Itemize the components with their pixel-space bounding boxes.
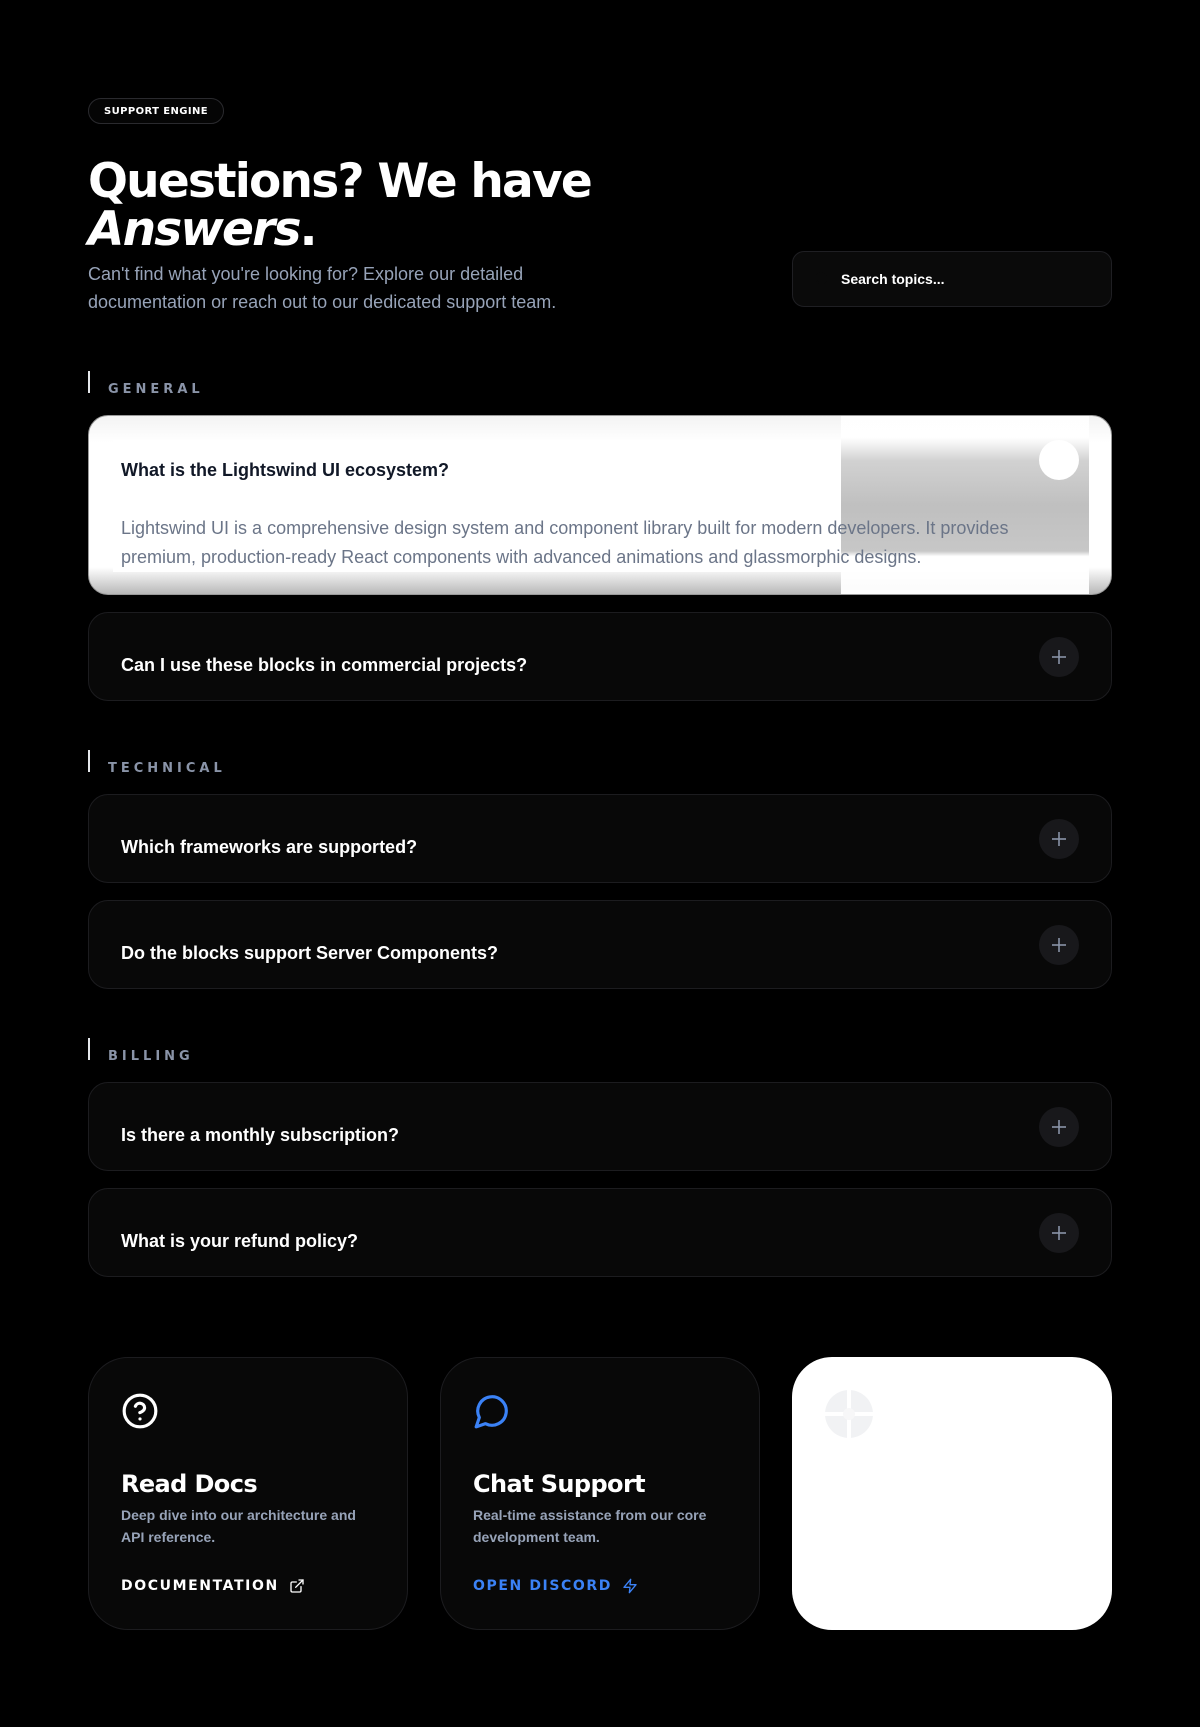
section-label-billing: BILLING xyxy=(88,1038,194,1060)
title-accent: Answers xyxy=(88,202,300,257)
expand-toggle-button[interactable] xyxy=(1039,1107,1079,1147)
faq-item[interactable] xyxy=(88,612,1112,701)
faq-question: Do the blocks support Server Components? xyxy=(121,943,499,963)
faq-question: Which frameworks are supported? xyxy=(121,837,418,857)
expand-toggle-button[interactable] xyxy=(1039,925,1079,965)
faq-answer: Lightswind UI is a comprehensive design system and component library built for modern developers. It provides premium, production-ready React components with advanced animations and glassmorphic designs. xyxy=(121,518,1009,567)
plus-icon xyxy=(1050,648,1068,666)
external-link-icon xyxy=(289,1578,305,1594)
faq-question: Is there a monthly subscription? xyxy=(121,1125,400,1145)
support-engine-badge: SUPPORT ENGINE xyxy=(88,98,224,124)
faq-question: What is the Lightswind UI ecosystem? xyxy=(121,460,450,480)
help-circle-icon xyxy=(121,1392,159,1430)
faq-item[interactable] xyxy=(88,1188,1112,1277)
open-discord-link-label: OPEN DISCORD xyxy=(473,1578,613,1594)
search-input[interactable] xyxy=(792,251,1112,307)
faq-question: What is your refund policy? xyxy=(121,1231,359,1251)
title-period: . xyxy=(299,202,316,257)
faq-item[interactable] xyxy=(88,1082,1112,1171)
plus-icon xyxy=(1050,1118,1068,1136)
faq-question: Can I use these blocks in commercial projects? xyxy=(121,655,528,675)
section-label-general: GENERAL xyxy=(88,371,204,393)
documentation-link-label: DOCUMENTATION xyxy=(121,1578,279,1594)
page-subtitle: Can't find what you're looking for? Explore our detailed documentation or reach out to our dedicated support team. xyxy=(88,264,557,312)
page-title xyxy=(88,154,648,257)
collapse-toggle-button[interactable] xyxy=(1039,440,1079,480)
chat-card-title: Chat Support xyxy=(473,1470,646,1498)
plus-icon xyxy=(1050,830,1068,848)
faq-item[interactable] xyxy=(88,900,1112,989)
lifebuoy-icon xyxy=(824,1389,874,1439)
expand-toggle-button[interactable] xyxy=(1039,819,1079,859)
search-icon xyxy=(813,270,831,288)
zap-icon xyxy=(622,1578,638,1594)
faq-item[interactable] xyxy=(88,794,1112,883)
open-discord-link[interactable] xyxy=(473,1578,638,1594)
plus-icon xyxy=(1050,1224,1068,1242)
expand-toggle-button[interactable] xyxy=(1039,637,1079,677)
contact-card[interactable] xyxy=(792,1357,1112,1630)
search-placeholder: Search topics... xyxy=(841,271,945,287)
faq-item-open[interactable] xyxy=(88,415,1112,595)
expand-toggle-button[interactable] xyxy=(1039,1213,1079,1253)
docs-card-description: Deep dive into our architecture and API reference. xyxy=(121,1507,356,1545)
docs-card-title: Read Docs xyxy=(121,1470,258,1498)
section-label-technical: TECHNICAL xyxy=(88,750,226,772)
title-line: Questions? We have xyxy=(88,154,591,209)
chat-card[interactable] xyxy=(440,1357,760,1630)
chat-card-description: Real-time assistance from our core development team. xyxy=(473,1507,707,1545)
message-circle-icon xyxy=(473,1392,511,1430)
docs-card[interactable] xyxy=(88,1357,408,1630)
plus-icon xyxy=(1050,936,1068,954)
documentation-link[interactable] xyxy=(121,1578,305,1594)
